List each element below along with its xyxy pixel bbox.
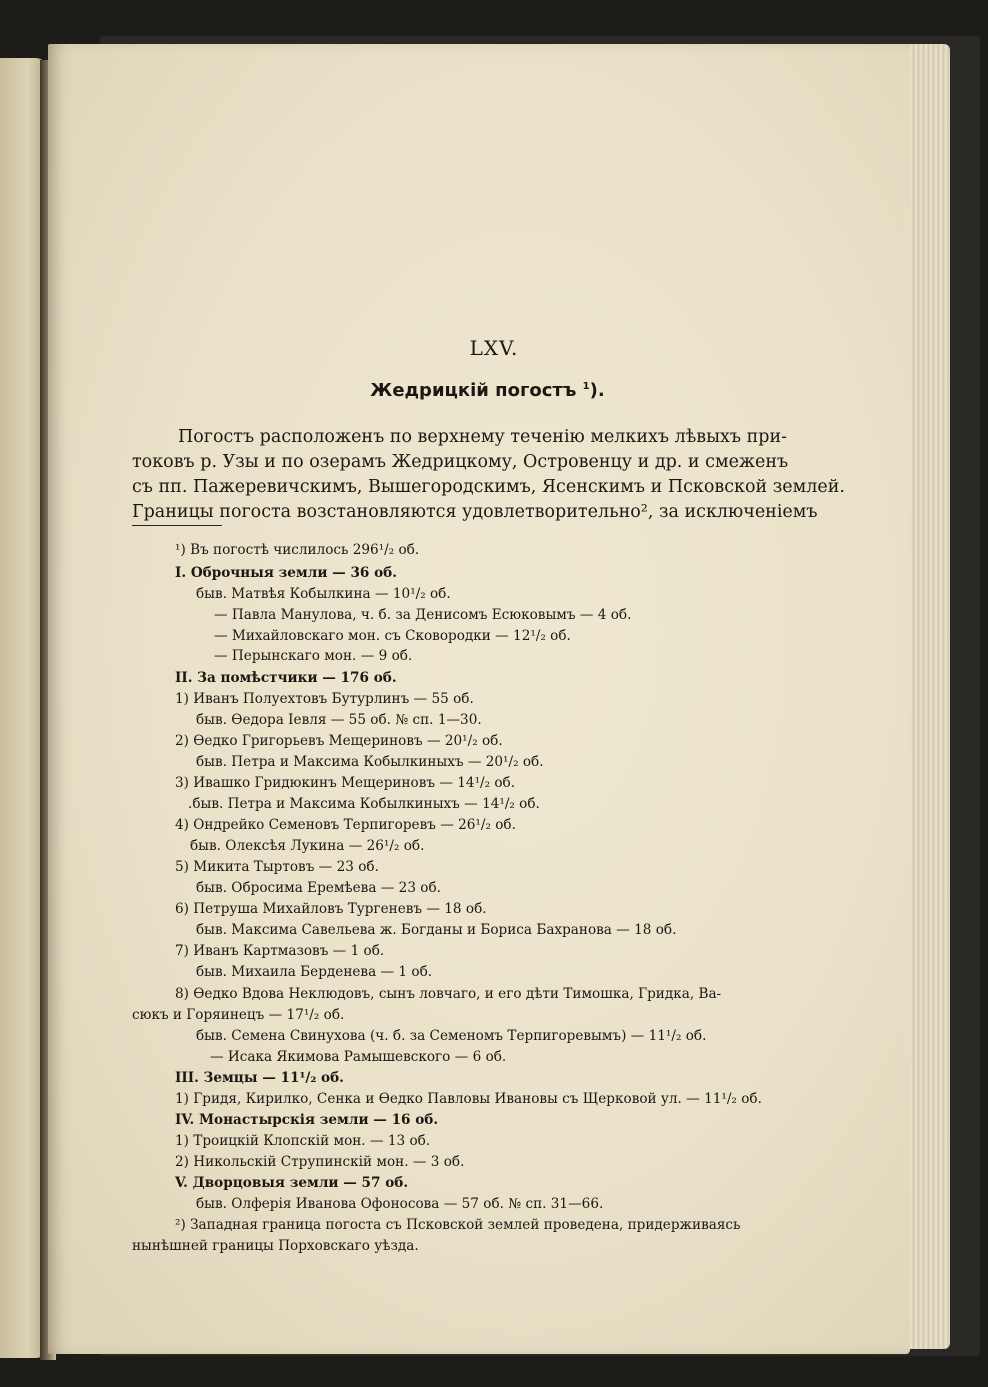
- footnote-line: 8) Өедко Вдова Неклюдовъ, сынъ ловчаго, и его дѣти Тимошка, Гридка, Ва-: [175, 986, 722, 1002]
- footnote-line: 4) Ондрейко Семеновъ Терпигоревъ — 26¹/₂ об.: [175, 817, 516, 833]
- footnote-line: 1) Иванъ Полуехтовъ Бутурлинъ — 55 об.: [175, 691, 474, 707]
- footnote-line: — Павла Манулова, ч. б. за Денисомъ Есюковымъ — 4 об.: [214, 607, 632, 623]
- footnote-line: — Перынскаго мон. — 9 об.: [214, 648, 413, 664]
- footnote-line: 2) Никольскій Струпинскій мон. — 3 об.: [175, 1154, 465, 1170]
- footnote-line: быв. Өедора Іевля — 55 об. № сп. 1—30.: [196, 712, 482, 728]
- footnote-line: быв. Петра и Максима Кобылкиныхъ — 20¹/₂ об.: [196, 754, 544, 770]
- body-line: токовъ р. Узы и по озерамъ Жедрицкому, Островенцу и др. и смеженъ: [132, 452, 789, 472]
- footnote-heading: II. За помѣстчики — 176 об.: [175, 670, 397, 686]
- footnote-heading: V. Дворцовыя земли — 57 об.: [175, 1175, 409, 1191]
- footnote-line: 1) Гридя, Кирилко, Сенка и Өедко Павловы Ивановы съ Щерковой ул. — 11¹/₂ об.: [175, 1091, 762, 1107]
- body-line: Погостъ расположенъ по верхнему теченію мелкихъ лѣвыхъ при-: [178, 427, 788, 447]
- footnote-line: 6) Петруша Михайловъ Тургеневъ — 18 об.: [175, 901, 487, 917]
- footnote-line: быв. Матвѣя Кобылкина — 10¹/₂ об.: [196, 586, 451, 602]
- footnote-line: — Михайловскаго мон. съ Сковородки — 12¹/₂ об.: [214, 628, 571, 644]
- footnote-line: 7) Иванъ Картмазовъ — 1 об.: [175, 943, 385, 959]
- footnote-line: .быв. Петра и Максима Кобылкиныхъ — 14¹/₂ об.: [188, 796, 540, 812]
- footnote-heading: IV. Монастырскія земли — 16 об.: [175, 1112, 439, 1128]
- footnote-line: быв. Обросима Еремѣева — 23 об.: [196, 880, 441, 896]
- footnote-heading: III. Земцы — 11¹/₂ об.: [175, 1070, 344, 1086]
- footnote-line: 5) Микита Тыртовъ — 23 об.: [175, 859, 379, 875]
- body-line: съ пп. Пажеревичскимъ, Вышегородскимъ, Ясенскимъ и Псковской землей.: [132, 477, 845, 497]
- section-title-end: ).: [589, 380, 605, 401]
- title-footnote-ref: 1: [582, 381, 590, 392]
- footnote-line: быв. Семена Свинухова (ч. б. за Семеномъ Терпигоревымъ) — 11¹/₂ об.: [196, 1028, 707, 1044]
- footnote-line: сюкъ и Горяинецъ — 17¹/₂ об.: [132, 1007, 345, 1023]
- footnote-line: быв. Михаила Берденева — 1 об.: [196, 964, 433, 980]
- footnote-heading: I. Оброчныя земли — 36 об.: [175, 565, 397, 581]
- footnote-line: быв. Олферія Иванова Офоносова — 57 об. № сп. 31—66.: [196, 1196, 604, 1212]
- section-title: [0, 380, 975, 401]
- footnote-line: быв. Олексѣя Лукина — 26¹/₂ об.: [190, 838, 425, 854]
- footnote-line: — Исака Якимова Рамышевского — 6 об.: [210, 1049, 507, 1065]
- footnote-line: нынѣшней границы Порховскаго уѣзда.: [132, 1238, 419, 1254]
- footnote-line: ²) Западная граница погоста съ Псковской землей проведена, придерживаясь: [175, 1217, 741, 1233]
- section-title-text: Жедрицкій погостъ: [370, 380, 577, 401]
- footnote-divider: [132, 525, 222, 526]
- body-paragraph: [132, 425, 845, 525]
- footnote-line: ¹) Въ погостѣ числилось 296¹/₂ об.: [175, 542, 420, 558]
- chapter-number: LXV.: [469, 336, 519, 360]
- body-line: Границы погоста возстановляются удовлетворительно², за исключеніемъ: [132, 502, 818, 522]
- footnote-line: 2) Өедко Григорьевъ Мещериновъ — 20¹/₂ об.: [175, 733, 503, 749]
- footnote-line: быв. Максима Савельева ж. Богданы и Бориса Бахранова — 18 об.: [196, 922, 677, 938]
- footnote-line: 1) Троицкій Клопскій мон. — 13 об.: [175, 1133, 431, 1149]
- footnote-line: 3) Ивашко Гридюкинъ Мещериновъ — 14¹/₂ об.: [175, 775, 516, 791]
